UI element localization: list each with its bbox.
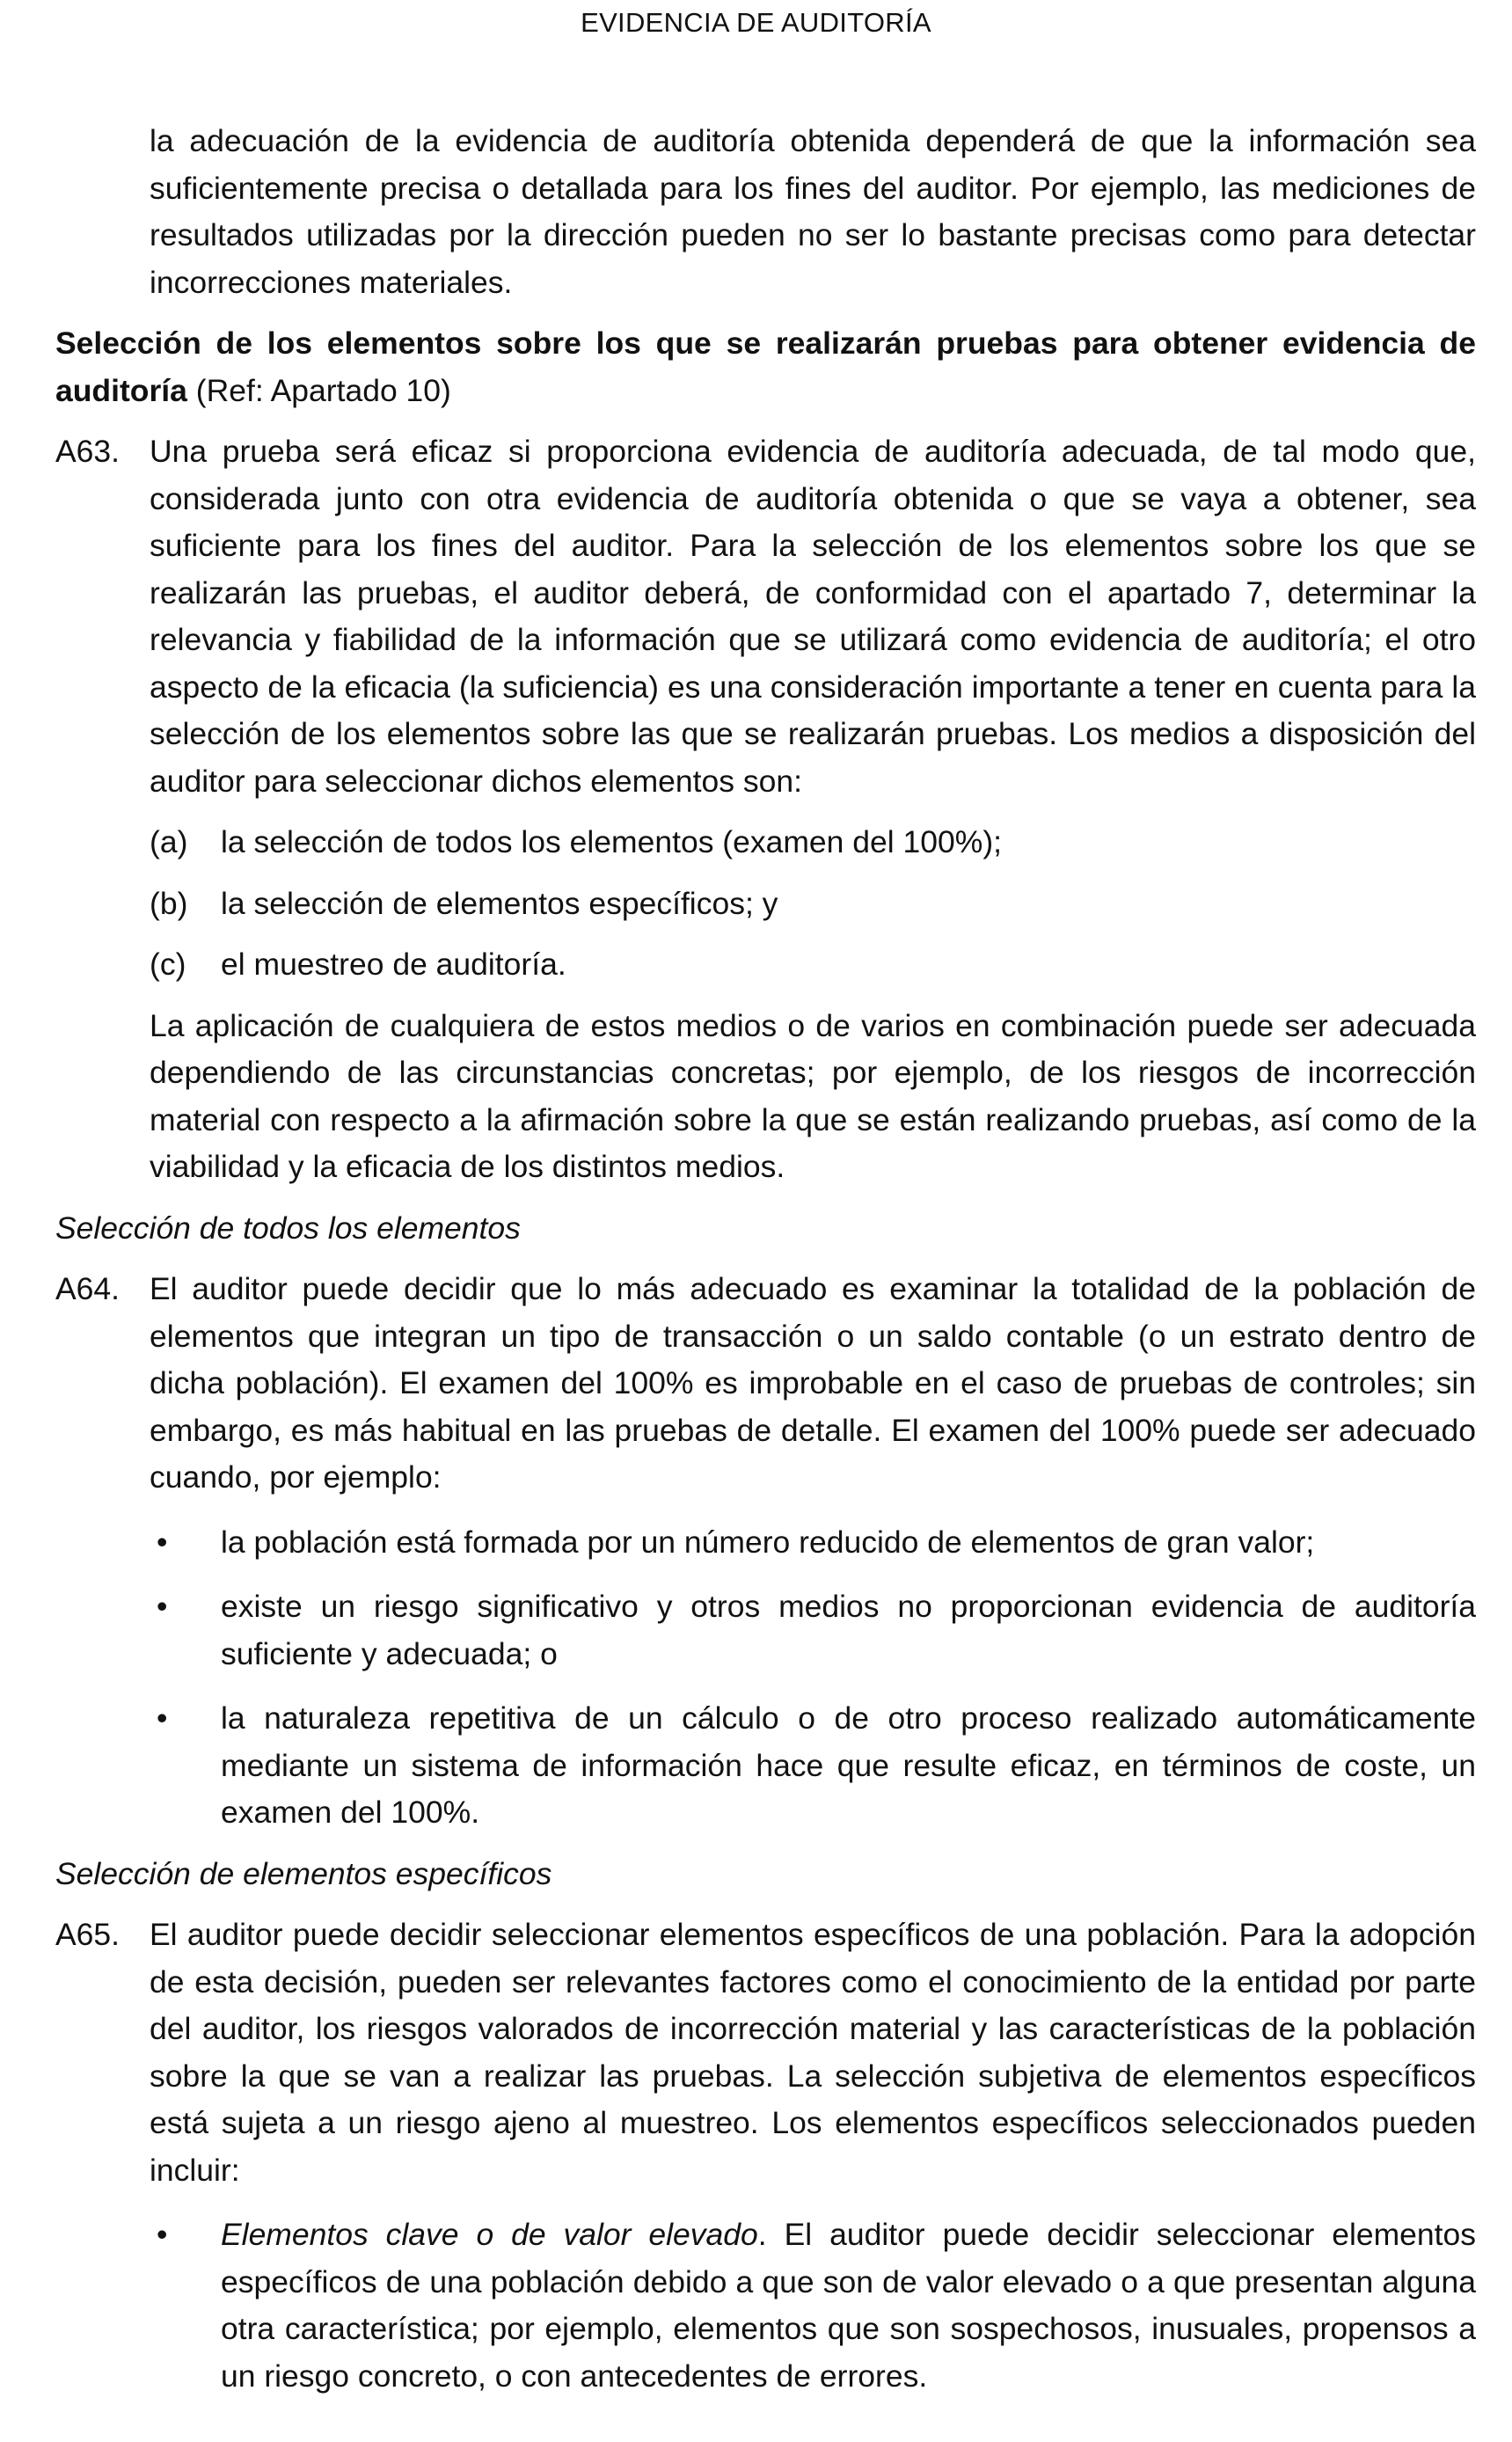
paragraph-text: El auditor puede decidir que lo más adecuado es examinar la totalidad de la población de elementos que integran un tipo de transacción o un saldo contable (o un estrato dentro de dicha población). El examen del 100% es improbable en el caso de pruebas de controles; sin embargo, es más habitual en las pruebas de detalle. El examen del 100% puede ser adecuado cuando, por ejemplo: xyxy=(150,1271,1476,1495)
bullet-marker: • xyxy=(157,1524,168,1560)
list-item-b xyxy=(150,881,1476,928)
section-heading-title: Selección de los elementos sobre los que se realizarán pruebas para obtener evidencia de auditoría xyxy=(55,325,1476,408)
paragraph-text: El auditor puede decidir seleccionar elementos específicos de una población. Para la adopción de esta decisión, pueden ser relevantes factores como el conocimiento de la entidad por parte del auditor, los riesgos valorados de incorrección material y las características de la población sobre la que se van a realizar las pruebas. La selección subjetiva de elementos específicos está sujeta a un riesgo ajeno al muestreo. Los elementos específicos seleccionados pueden incluir: xyxy=(150,1917,1476,2188)
bullet-item xyxy=(150,1695,1476,1837)
list-marker: (b) xyxy=(150,885,188,921)
paragraph-a64 xyxy=(55,1266,1476,1502)
list-item-text: la selección de elementos específicos; y xyxy=(221,885,778,921)
list-item-c xyxy=(150,941,1476,989)
paragraph-a63 xyxy=(55,428,1476,805)
paragraph-number: A64. xyxy=(55,1271,121,1306)
subheading-todos: Selección de todos los elementos xyxy=(55,1210,521,1246)
bullet-item xyxy=(150,2212,1476,2400)
bullet-text xyxy=(221,2212,1476,2400)
subheading-especificos: Selección de elementos específicos xyxy=(55,1855,552,1891)
a63-closing-paragraph: La aplicación de cualquiera de estos medios o de varios en combinación puede ser adecuada dependiendo de las circunstancias concretas; por ejemplo, de los riesgos de incorrección material con respecto a la afirmación sobre la que se están realizando pruebas, así como de la viabilidad y la eficacia de los distintos medios. xyxy=(150,1007,1476,1184)
bullet-item xyxy=(150,1519,1476,1567)
list-item-text: el muestreo de auditoría. xyxy=(221,947,566,982)
list-item-a xyxy=(150,819,1476,866)
bullet-item xyxy=(150,1583,1476,1678)
bullet-marker: • xyxy=(157,1700,168,1736)
page-header: EVIDENCIA DE AUDITORÍA xyxy=(581,7,931,38)
bullet-marker: • xyxy=(157,2217,168,2252)
list-item-text: la selección de todos los elementos (examen del 100%); xyxy=(221,824,1003,859)
bullet-body: . El auditor puede decidir seleccionar elementos específicos de una población debido a que son de valor elevado o a que presentan alguna otra característica; por ejemplo, elementos que son sospechosos, inusuales, propensos a un riesgo concreto, o con antecedentes de errores. xyxy=(221,2217,1477,2394)
paragraph-a65 xyxy=(55,1912,1476,2194)
list-marker: (a) xyxy=(150,824,188,859)
paragraph-number: A63. xyxy=(55,434,121,469)
intro-paragraph: la adecuación de la evidencia de auditoría obtenida dependerá de que la información sea suficientemente precisa o detallada para los fines del auditor. Por ejemplo, las mediciones de resultados utilizadas por la dirección pueden no ser lo bastante precisas como para detectar incorrecciones materiales. xyxy=(150,123,1476,300)
bullet-text: la población está formada por un número reducido de elementos de gran valor; xyxy=(221,1524,1315,1560)
document-body xyxy=(55,118,1476,2400)
section-heading xyxy=(55,320,1476,414)
paragraph-text: Una prueba será eficaz si proporciona evidencia de auditoría adecuada, de tal modo que, considerada junto con otra evidencia de auditoría obtenida o que se vaya a obtener, sea suficiente para los fines del auditor. Para la selección de los elementos sobre los que se realizarán las pruebas, el auditor deberá, de conformidad con el apartado 7, determinar la relevancia y fiabilidad de la información que se utilizará como evidencia de auditoría; el otro aspecto de la eficacia (la suficiencia) es una consideración importante a tener en cuenta para la selección de los elementos sobre las que se realizarán pruebas. Los medios a disposición del auditor para seleccionar dichos elementos son: xyxy=(150,434,1476,799)
paragraph-number: A65. xyxy=(55,1917,121,1952)
bullet-text: existe un riesgo significativo y otros medios no proporcionan evidencia de auditoría suficiente y adecuada; o xyxy=(221,1589,1476,1671)
list-marker: (c) xyxy=(150,947,186,982)
bullet-text: la naturaleza repetitiva de un cálculo o de otro proceso realizado automáticamente mediante un sistema de información hace que resulte eficaz, en términos de coste, un examen del 100%. xyxy=(221,1700,1476,1830)
bullet-marker: • xyxy=(157,1589,168,1624)
section-heading-ref: (Ref: Apartado 10) xyxy=(186,372,451,408)
bullet-italic-term: Elementos clave o de valor elevado xyxy=(221,2217,758,2252)
